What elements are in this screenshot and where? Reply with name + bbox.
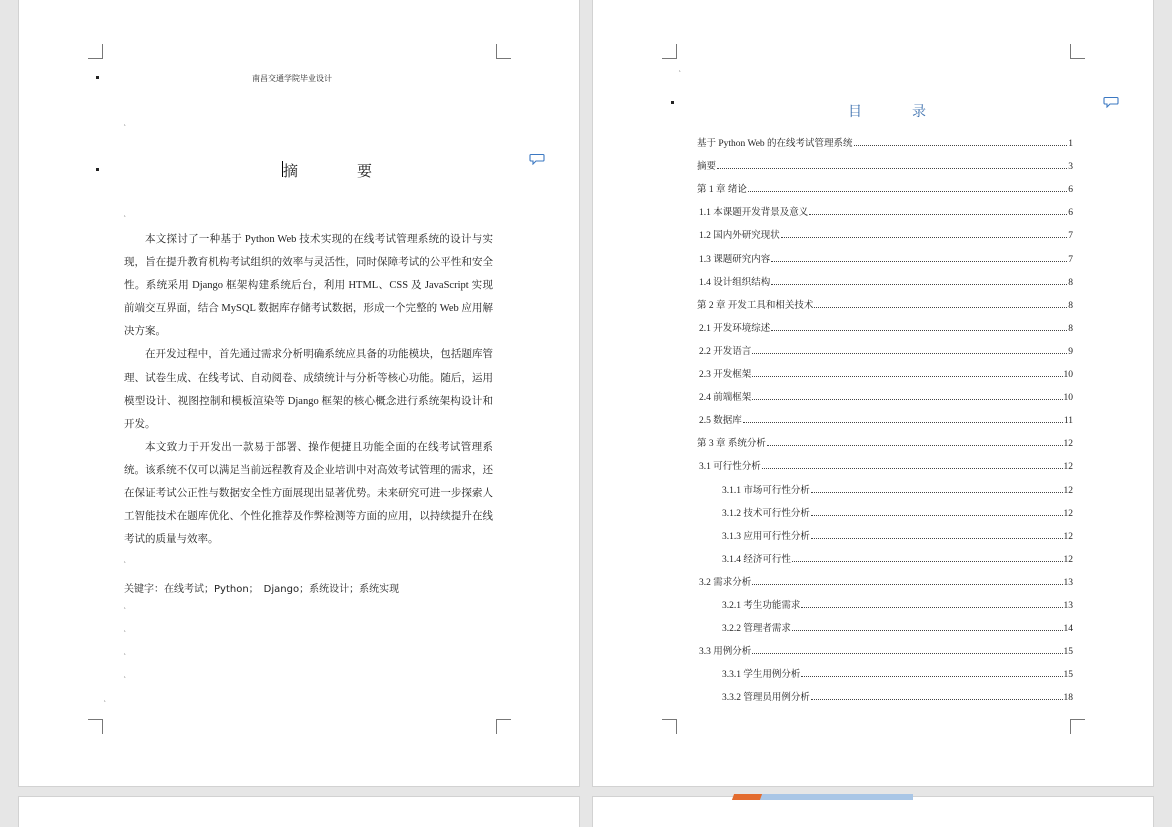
paragraph-mark: ˔ — [123, 558, 127, 566]
toc-entry[interactable] — [697, 357, 1073, 380]
toc-leader-dots — [781, 236, 1067, 238]
paragraph-mark: ˔ — [103, 697, 107, 705]
toc-entry[interactable] — [697, 172, 1073, 195]
toc-entry-page: 8 — [1068, 300, 1073, 311]
toc-entry-label: 3.1.4 经济可行性 — [722, 554, 791, 565]
toc-entry-label: 3.1.1 市场可行性分析 — [722, 485, 810, 496]
toc-leader-dots — [752, 375, 1062, 377]
toc-entry-label: 3.1.3 应用可行性分析 — [722, 531, 810, 542]
toc-entry-page: 10 — [1063, 393, 1073, 404]
toc-entry-label: 2.1 开发环境综述 — [699, 323, 771, 334]
toc-entry[interactable] — [697, 680, 1073, 703]
paragraph-mark: ˔ — [123, 604, 127, 612]
toc-leader-dots — [762, 467, 1063, 469]
toc-entry-page: 9 — [1068, 346, 1073, 357]
toc-entry-page: 11 — [1063, 416, 1073, 427]
toc-entry[interactable] — [697, 449, 1073, 472]
toc-entry-label: 2.4 前端框架 — [699, 393, 752, 404]
toc-entry-page: 12 — [1063, 462, 1073, 473]
toc-entry-page: 7 — [1068, 231, 1073, 242]
toc-entry[interactable] — [697, 311, 1073, 334]
crop-mark-bottom-left — [88, 719, 103, 734]
toc-entry-page: 6 — [1068, 185, 1073, 196]
toc-page — [593, 0, 1153, 786]
toc-entry-page: 7 — [1068, 254, 1073, 265]
toc-entry-label: 摘要 — [697, 162, 717, 173]
toc-entry-page: 13 — [1063, 577, 1073, 588]
toc-leader-dots — [811, 491, 1063, 493]
toc-entry-page: 13 — [1063, 600, 1073, 611]
toc-leader-dots — [771, 329, 1067, 331]
toc-entry-label: 3.2 需求分析 — [699, 577, 752, 588]
toc-entry[interactable] — [697, 380, 1073, 403]
toc-entry[interactable] — [697, 565, 1073, 588]
toc-leader-dots — [801, 675, 1062, 677]
paragraph-mark: ˔ — [123, 627, 127, 635]
toc-leader-dots — [801, 606, 1062, 608]
toc-entry[interactable] — [697, 542, 1073, 565]
toc-entry-label: 3.3.2 管理员用例分析 — [722, 693, 810, 704]
next-page-left — [19, 797, 579, 827]
toc-entry-page: 3 — [1068, 162, 1073, 173]
toc-leader-dots — [792, 629, 1063, 631]
toc-entry[interactable] — [697, 472, 1073, 495]
toc-entry[interactable] — [697, 149, 1073, 172]
toc-list — [697, 126, 1073, 703]
toc-entry-label: 1.1 本课题开发背景及意义 — [699, 208, 809, 219]
toc-entry-page: 12 — [1063, 508, 1073, 519]
toc-entry[interactable] — [697, 403, 1073, 426]
comment-icon[interactable] — [1103, 96, 1119, 108]
paragraph-mark: ˔ — [123, 121, 127, 129]
toc-entry[interactable] — [697, 126, 1073, 149]
toc-entry[interactable] — [697, 426, 1073, 449]
toc-entry-label: 3.1.2 技术可行性分析 — [722, 508, 810, 519]
toc-leader-dots — [752, 583, 1062, 585]
toc-entry[interactable] — [697, 288, 1073, 311]
toc-leader-dots — [814, 306, 1067, 308]
toc-leader-dots — [809, 213, 1067, 215]
paragraph-bullet — [96, 168, 99, 171]
toc-entry[interactable] — [697, 519, 1073, 542]
paragraph-mark: ˔ — [123, 673, 127, 681]
toc-entry-label: 1.2 国内外研究现状 — [699, 231, 780, 242]
page-header: 南昌交通学院毕业设计 — [252, 74, 332, 83]
toc-entry-page: 8 — [1068, 323, 1073, 334]
toc-leader-dots — [743, 421, 1063, 423]
toc-entry-page: 15 — [1063, 647, 1073, 658]
toc-entry-page: 14 — [1063, 624, 1073, 635]
toc-entry[interactable] — [697, 496, 1073, 519]
toc-entry-label: 2.5 数据库 — [699, 416, 742, 427]
toc-entry[interactable] — [697, 218, 1073, 241]
toc-entry[interactable] — [697, 265, 1073, 288]
toc-entry[interactable] — [697, 334, 1073, 357]
toc-leader-dots — [752, 652, 1062, 654]
toc-entry-page: 8 — [1068, 277, 1073, 288]
toc-entry-label: 3.2.1 考生功能需求 — [722, 600, 801, 611]
toc-entry-label: 基于 Python Web 的在线考试管理系统 — [697, 139, 853, 150]
toc-entry[interactable] — [697, 611, 1073, 634]
paragraph-mark: ˔ — [123, 212, 127, 220]
crop-mark-top-right — [496, 44, 511, 59]
toc-entry[interactable] — [697, 657, 1073, 680]
toc-entry-label: 第 2 章 开发工具和相关技术 — [697, 300, 814, 311]
toc-leader-dots — [752, 352, 1067, 354]
toc-entry-label: 1.4 设计组织结构 — [699, 277, 771, 288]
toc-entry-page: 12 — [1063, 439, 1073, 450]
crop-mark-bottom-right — [496, 719, 511, 734]
toc-entry-page: 10 — [1063, 370, 1073, 381]
toc-entry-page: 15 — [1063, 670, 1073, 681]
toc-entry-label: 3.3.1 学生用例分析 — [722, 670, 801, 681]
abstract-page — [19, 0, 579, 786]
toc-entry-label: 3.2.2 管理者需求 — [722, 624, 791, 635]
abstract-paragraph: 在开发过程中，首先通过需求分析明确系统应具备的功能模块，包括题库管理、试卷生成、在线考试、自动阅卷、成绩统计与分析等核心功能。随后，运用模型设计、视图控制和模板渲染等 Django 框架的核心概念进行系统架构设计和开发。 — [124, 349, 493, 430]
toc-entry-label: 第 1 章 绪论 — [697, 185, 747, 196]
toc-entry-page: 12 — [1063, 485, 1073, 496]
abstract-title: 摘 要 — [283, 162, 395, 180]
crop-mark-top-left — [662, 44, 677, 59]
toc-leader-dots — [811, 698, 1063, 700]
paragraph-bullet — [671, 101, 674, 104]
toc-leader-dots — [748, 190, 1067, 192]
toc-entry-page: 1 — [1068, 139, 1073, 150]
toc-entry-page: 6 — [1068, 208, 1073, 219]
toc-entry[interactable] — [697, 588, 1073, 611]
toc-entry-label: 1.3 课题研究内容 — [699, 254, 771, 265]
toc-leader-dots — [854, 144, 1068, 146]
abstract-body — [124, 228, 493, 551]
crop-mark-top-right — [1070, 44, 1085, 59]
next-page-right — [593, 797, 1153, 827]
figure-banner — [739, 794, 913, 800]
comment-icon[interactable] — [529, 153, 545, 165]
paragraph-bullet — [96, 76, 99, 79]
crop-mark-bottom-left — [662, 719, 677, 734]
toc-entry-label: 3.1 可行性分析 — [699, 462, 761, 473]
abstract-paragraph: 本文致力于开发出一款易于部署、操作便捷且功能全面的在线考试管理系统。该系统不仅可以满足当前远程教育及企业培训中对高效考试管理的需求，还在保证考试公正性与数据安全性方面展现出显著优势。未来研究可进一步探索人工智能技术在题库优化、个性化推荐及作弊检测等方面的应用，以持续提升在线考试的质量与效率。 — [124, 441, 493, 546]
toc-entry-page: 12 — [1063, 531, 1073, 542]
toc-entry-page: 18 — [1063, 693, 1073, 704]
toc-leader-dots — [771, 283, 1067, 285]
toc-leader-dots — [752, 398, 1062, 400]
toc-entry-label: 3.3 用例分析 — [699, 647, 752, 658]
toc-entry[interactable] — [697, 195, 1073, 218]
paragraph-mark: ˔ — [123, 650, 127, 658]
toc-entry[interactable] — [697, 241, 1073, 264]
toc-leader-dots — [811, 537, 1063, 539]
toc-leader-dots — [771, 260, 1067, 262]
toc-entry-label: 2.2 开发语言 — [699, 346, 752, 357]
abstract-paragraph: 本文探讨了一种基于 Python Web 技术实现的在线考试管理系统的设计与实现，旨在提升教育机构考试组织的效率与灵活性，同时保障考试的公平性和安全性。系统采用 Django 框架构建系统后台，利用 HTML、CSS 及 JavaScript 实现前端交互界面，结合 MySQL 数据库存储考试数据，形成一个完整的 Web 应用解决方案。 — [124, 234, 493, 338]
paragraph-mark: ˔ — [678, 67, 682, 75]
toc-leader-dots — [717, 167, 1067, 169]
toc-leader-dots — [767, 444, 1063, 446]
toc-entry-label: 2.3 开发框架 — [699, 370, 752, 381]
toc-title: 目 录 — [848, 104, 944, 120]
toc-leader-dots — [792, 560, 1063, 562]
keywords-line: 关键字：在线考试；Python； Django；系统设计；系统实现 — [124, 584, 400, 595]
toc-leader-dots — [811, 514, 1063, 516]
toc-entry[interactable] — [697, 634, 1073, 657]
toc-entry-label: 第 3 章 系统分析 — [697, 439, 766, 450]
crop-mark-top-left — [88, 44, 103, 59]
toc-entry-page: 12 — [1063, 554, 1073, 565]
crop-mark-bottom-right — [1070, 719, 1085, 734]
